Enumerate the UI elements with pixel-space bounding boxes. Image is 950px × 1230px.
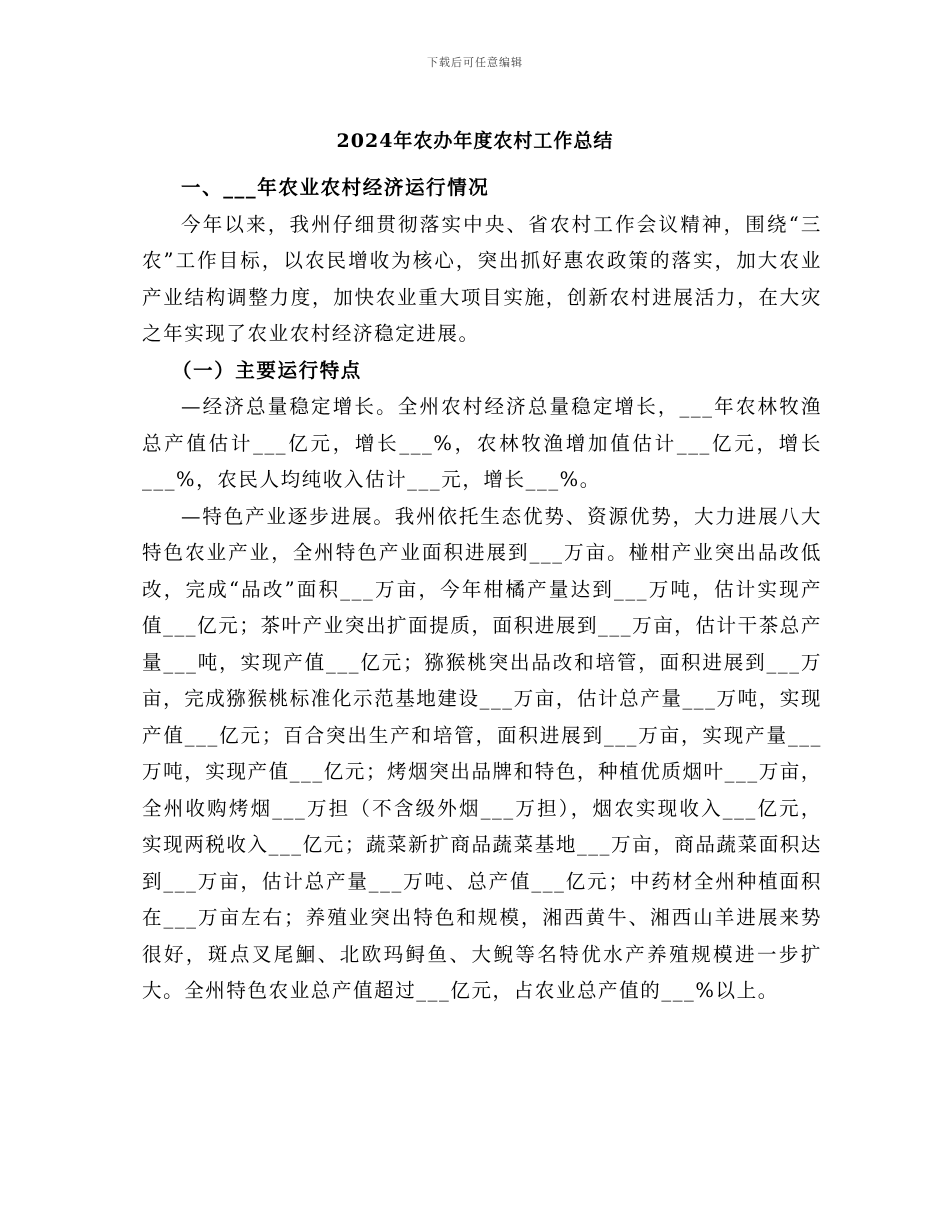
document-title: 2024年农办年度农村工作总结 [336,130,614,152]
document-body [142,170,822,1010]
industry-paragraph: —特色产业逐步进展。我州依托生态优势、资源优势，大力进展八大特色农业产业，全州特色产业面积进展到___万亩。椪柑产业突出品改低改，完成“品改”面积___万亩，今年柑橘产量达到___万吨，估计实现产值___亿元；茶叶产业突出扩面提质，面积进展到___万亩，估计干茶总产量___吨，实现产值___亿元；猕猴桃突出品改和培管，面积进展到___万亩，完成猕猴桃标准化示范基地建设___万亩，估计总产量___万吨，实现产值___亿元；百合突出生产和培管，面积进展到___万亩，实现产量___万吨，实现产值___亿元；烤烟突出品牌和特色，种植优质烟叶___万亩，全州收购烤烟___万担（不含级外烟___万担），烟农实现收入___亿元，实现两税收入___亿元；蔬菜新扩商品蔬菜基地___万亩，商品蔬菜面积达到___万亩，估计总产量___万吨、总产值___亿元；中药材全州种植面积在___万亩左右；养殖业突出特色和规模，湘西黄牛、湘西山羊进展来势很好，斑点叉尾鮰、北欧玛鲟鱼、大鲵等名特优水产养殖规模进一步扩大。全州特色农业总产值超过___亿元，占农业总产值的___%以上。 [142,504,823,1002]
sub-heading: （一）主要运行特点 [172,358,362,382]
intro-paragraph: 今年以来，我州仔细贯彻落实中央、省农村工作会议精神，围绕“三农”工作目标，以农民增收为核心，突出抓好惠农政策的落实，加大农业产业结构调整力度，加快农业重大项目实施，创新农村进展活力，在大灾之年实现了农业农村经济稳定进展。 [142,212,822,345]
section-heading: 一、___年农业农村经济运行情况 [181,176,490,199]
economy-paragraph: —经济总量稳定增长。全州农村经济总量稳定增长，___年农林牧渔总产值估计___亿元，增长___%，农林牧渔增加值估计___亿元，增长___%，农民人均纯收入估计___元，增长___%。 [142,395,822,491]
header-note: 下载后可任意编辑 [427,56,523,69]
